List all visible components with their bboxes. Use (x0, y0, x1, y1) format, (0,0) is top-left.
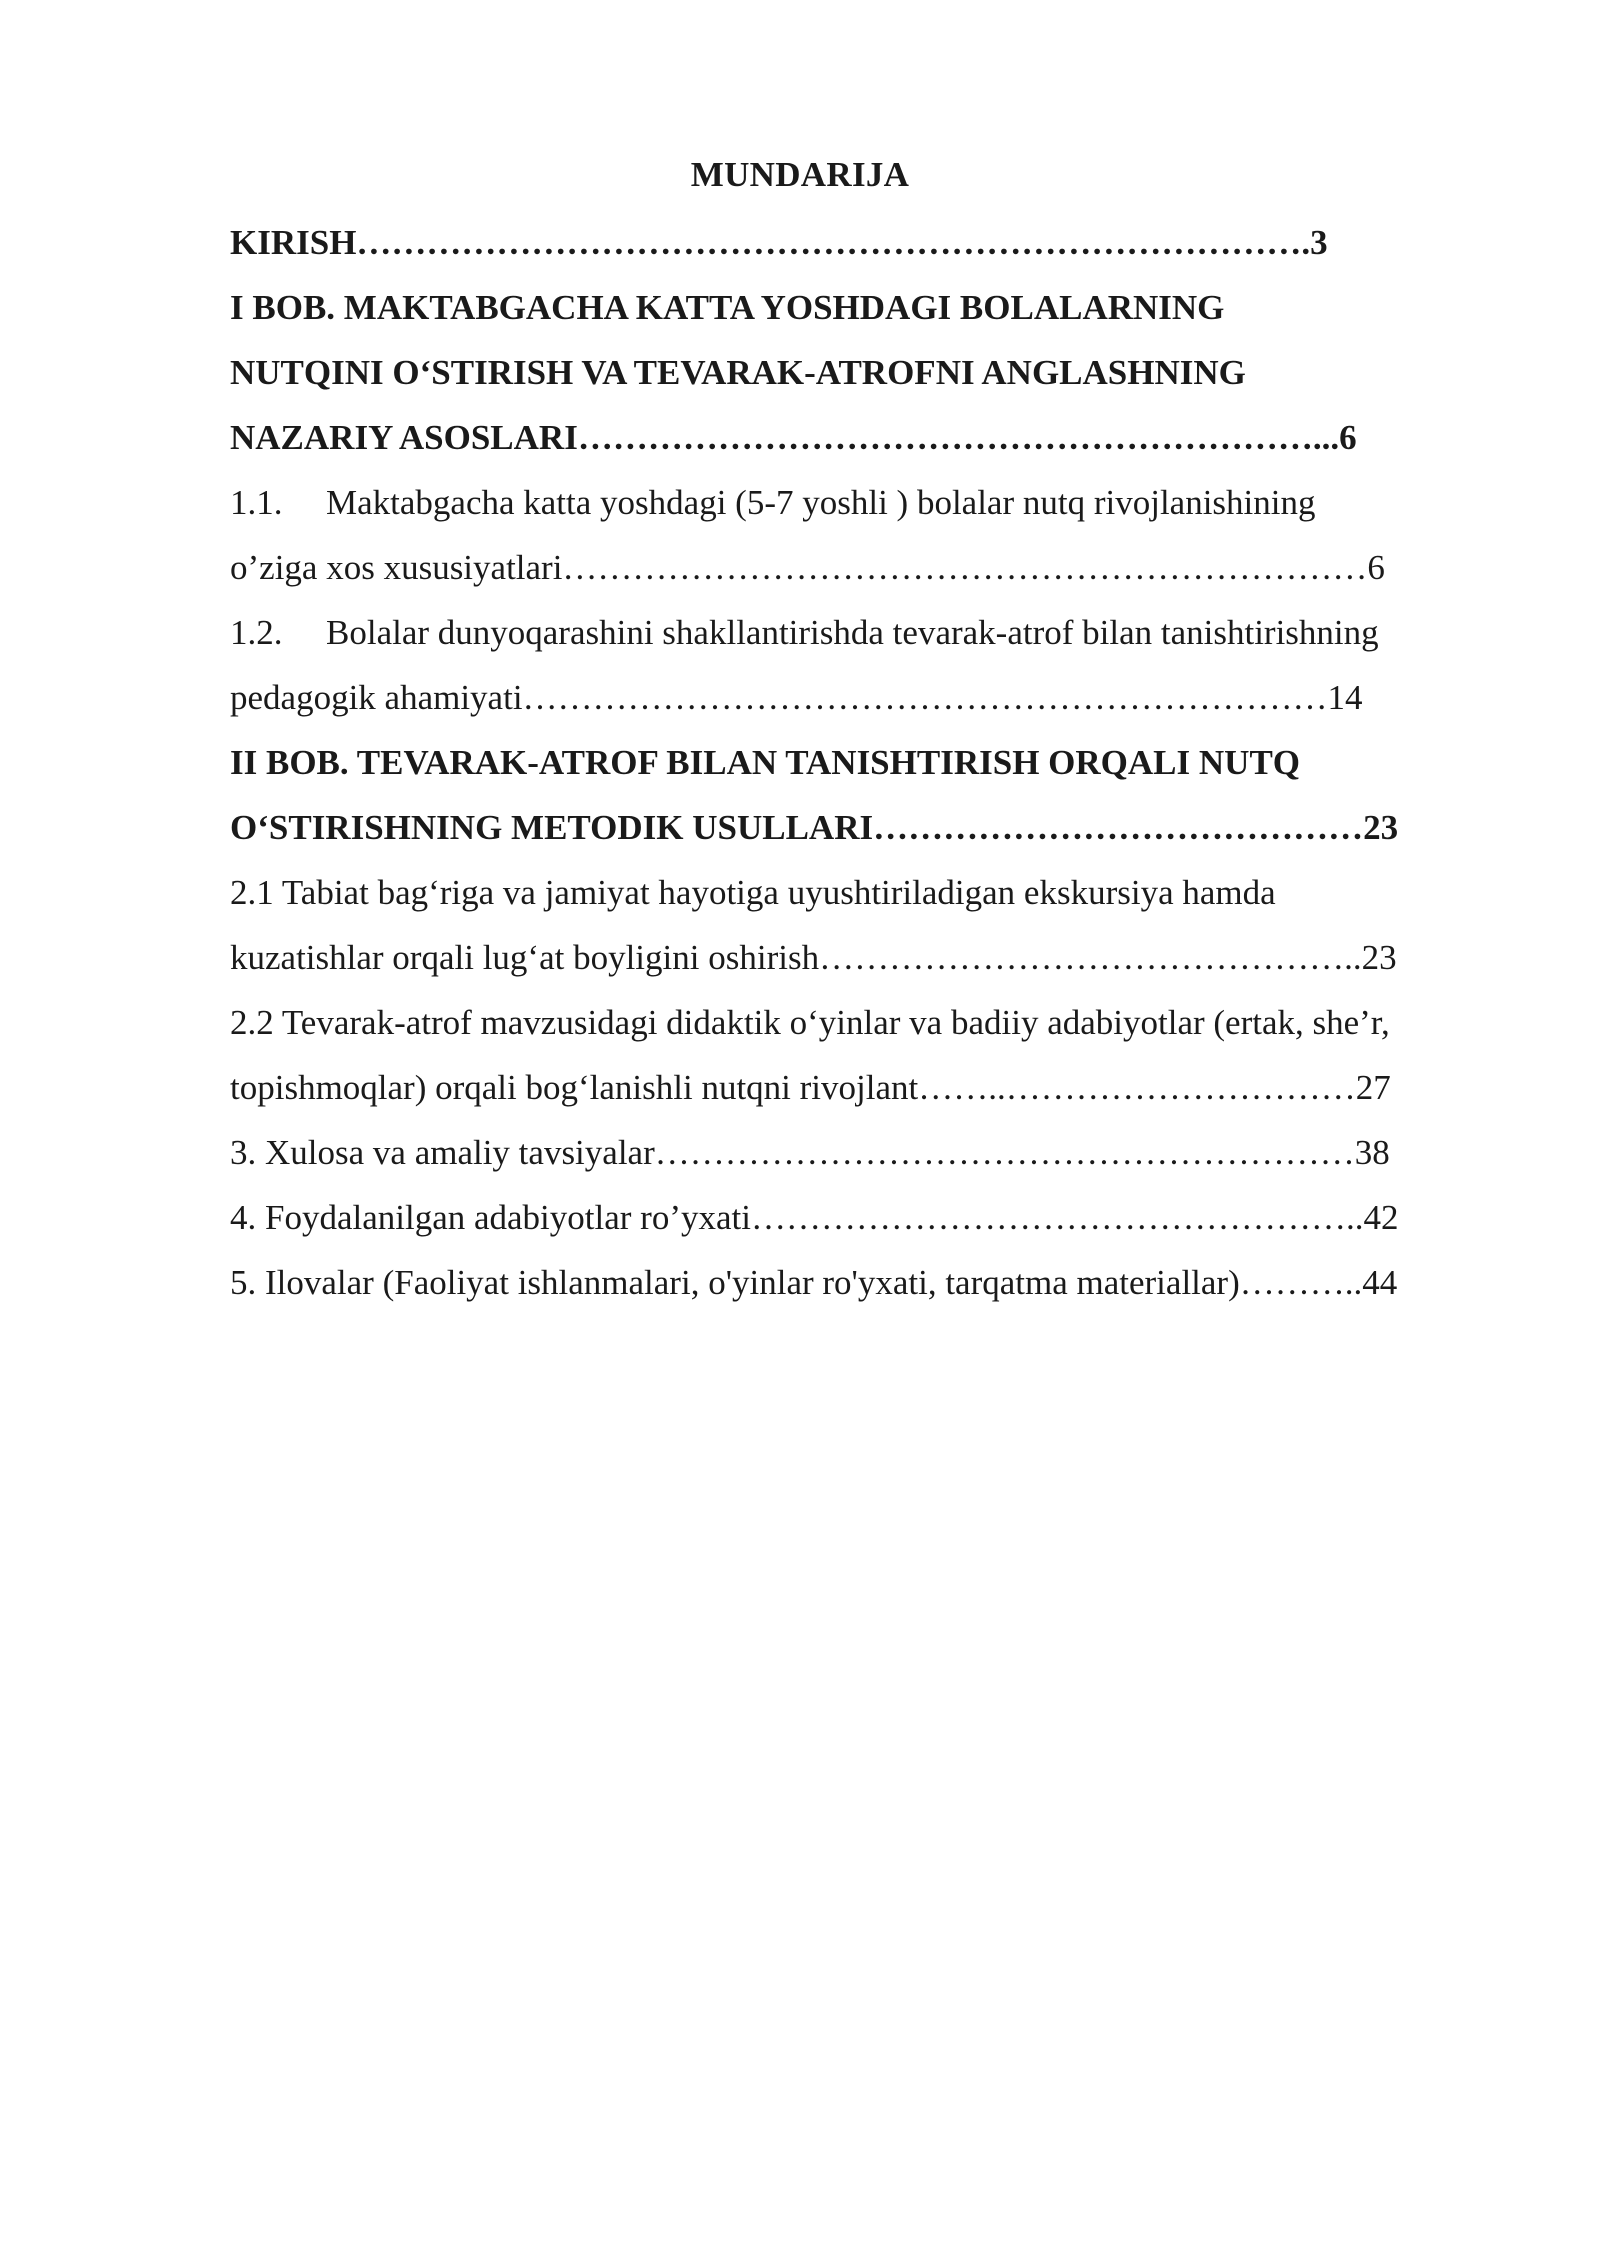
section-title-text: Maktabgacha katta yoshdagi (5-7 yoshli ) bolalar nutq rivojlanishining (326, 483, 1316, 522)
toc-section-2-1-line-1: 2.1 Tabiat bag‘riga va jamiyat hayotiga uyushtiriladigan ekskursiya hamda (230, 873, 1276, 912)
toc-entry-conclusion: 3. Xulosa va amaliy tavsiyalar……………………………………………………38 (230, 1133, 1390, 1172)
section-title-text: Bolalar dunyoqarashini shakllantirishda tevarak-atrof bilan tanishtirishning (326, 613, 1379, 652)
toc-chapter-1-line-2: NUTQINI O‘STIRISH VA TEVARAK-ATROFNI ANGLASHNING (230, 353, 1246, 392)
toc-entry-references: 4. Foydalanilgan adabiyotlar ro’yxati……………………………………………..42 (230, 1198, 1399, 1237)
toc-entry-introduction: KIRISH……………………………………………………………………….3 (230, 223, 1328, 262)
section-number: 1.2. (230, 613, 283, 652)
toc-section-2-2-line-1: 2.2 Tevarak-atrof mavzusidagi didaktik o‘yinlar va badiiy adabiyotlar (ertak, she’r, (230, 1003, 1390, 1042)
toc-chapter-2-line-1: II BOB. TEVARAK-ATROF BILAN TANISHTIRISH ORQALI NUTQ (230, 743, 1301, 782)
toc-chapter-2-line-2: O‘STIRISHNING METODIK USULLARI……………………………………23 (230, 808, 1399, 847)
toc-section-1-2-line-1 (230, 600, 1495, 665)
toc-section-2-1-line-2: kuzatishlar orqali lug‘at boyligini oshirish………………………………………..23 (230, 938, 1397, 977)
toc-title: MUNDARIJA (690, 155, 910, 194)
toc-chapter-1-line-1: I BOB. MAKTABGACHA KATTA YOSHDAGI BOLALARNING (230, 288, 1225, 327)
toc-section-2-2-line-2: topishmoqlar) orqali bog‘lanishli nutqni rivojlant……..…………………………27 (230, 1068, 1391, 1107)
toc-section-1-1-line-1 (230, 470, 1495, 535)
table-of-contents (230, 210, 1495, 1315)
toc-chapter-1-line-3: NAZARIY ASOSLARI………………………………………………………...6 (230, 418, 1357, 457)
toc-section-1-2-line-2: pedagogik ahamiyati……………………………………………………………14 (230, 678, 1363, 717)
section-number: 1.1. (230, 483, 283, 522)
toc-entry-appendices: 5. Ilovalar (Faoliyat ishlanmalari, o'yinlar ro'yxati, tarqatma materiallar)………..44 (230, 1263, 1398, 1302)
toc-section-1-1-line-2: o’ziga xos xususiyatlari……………………………………………………………6 (230, 548, 1385, 587)
